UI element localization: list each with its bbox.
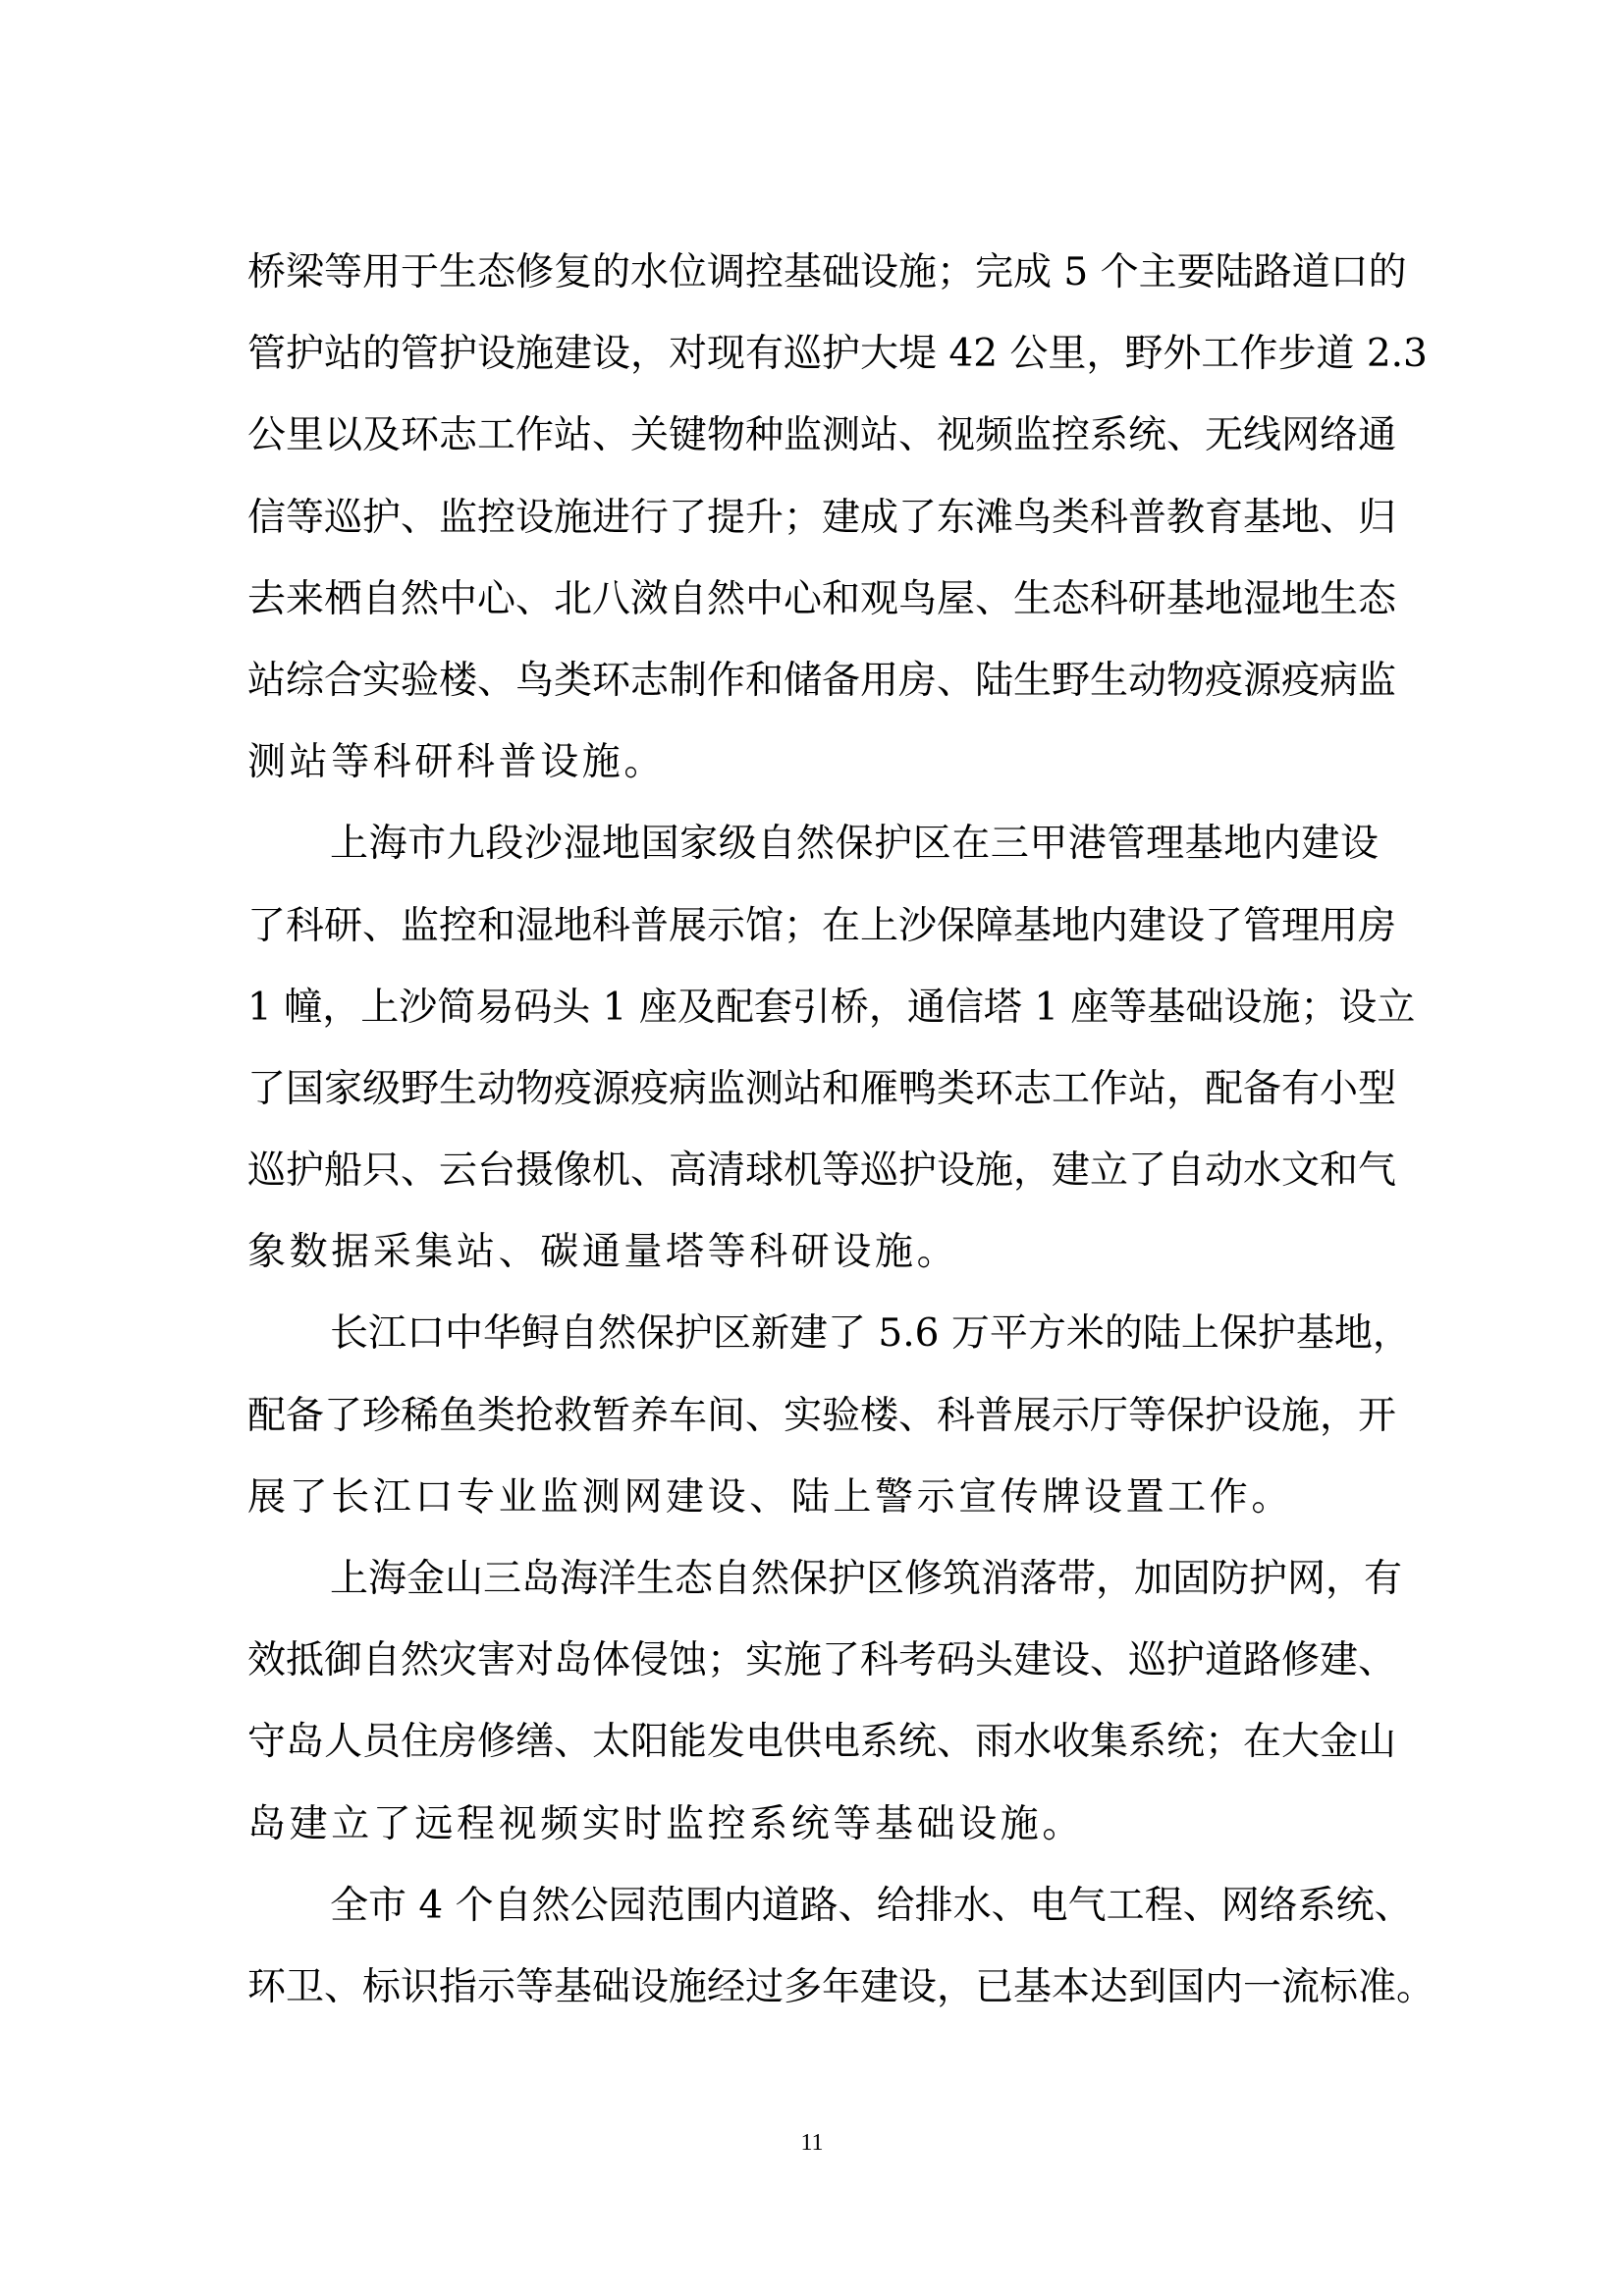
text-line: 展了长江口专业监测网建设、陆上警示宣传牌设置工作。	[247, 1474, 1294, 1520]
page-number: 11	[800, 2130, 824, 2156]
paragraph-4	[247, 1550, 1403, 1877]
text-line: 桥梁等用于生态修复的水位调控基础设施；完成 5 个主要陆路道口的	[247, 250, 1407, 294]
text-line: 公里以及环志工作站、关键物种监测站、视频监控系统、无线网络通	[247, 413, 1397, 458]
text-line: 信等巡护、监控设施进行了提升；建成了东滩鸟类科普教育基地、归	[247, 495, 1397, 540]
text-line: 巡护船只、云台摄像机、高清球机等巡护设施，建立了自动水文和气	[247, 1148, 1397, 1194]
body-text	[247, 243, 1435, 2040]
text-line: 测站等科研科普设施。	[247, 740, 667, 785]
text-line: 岛建立了远程视频实时监控系统等基础设施。	[247, 1801, 1085, 1846]
text-line: 环卫、标识指示等基础设施经过多年建设，已基本达到国内一流标准。	[247, 1964, 1435, 2009]
text-line: 上海市九段沙湿地国家级自然保护区在三甲港管理基地内建设	[330, 822, 1379, 867]
text-line: 长江口中华鲟自然保护区新建了 5.6 万平方米的陆上保护基地，	[330, 1311, 1411, 1357]
paragraph-3	[247, 1305, 1411, 1550]
paragraph-5	[247, 1877, 1435, 2040]
text-line: 守岛人员住房修缮、太阳能发电供电系统、雨水收集系统；在大金山	[247, 1720, 1397, 1765]
text-line: 管护站的管护设施建设，对现有巡护大堤 42 公里，野外工作步道 2.3	[247, 332, 1428, 377]
text-line: 全市 4 个自然公园范围内道路、给排水、电气工程、网络系统、	[330, 1883, 1413, 1928]
text-line: 了科研、监控和湿地科普展示馆；在上沙保障基地内建设了管理用房	[247, 903, 1397, 948]
text-line: 了国家级野生动物疫源疫病监测站和雁鸭类环志工作站，配备有小型	[247, 1066, 1397, 1111]
text-line: 配备了珍稀鱼类抢救暂养车间、实验楼、科普展示厅等保护设施，开	[247, 1393, 1397, 1438]
text-line: 上海金山三岛海洋生态自然保护区修筑消落带，加固防护网，有	[330, 1557, 1403, 1601]
paragraph-1	[247, 243, 1428, 815]
text-line: 象数据采集站、碳通量塔等科研设施。	[247, 1230, 959, 1275]
text-line: 1 幢，上沙简易码头 1 座及配套引桥，通信塔 1 座等基础设施；设立	[247, 985, 1416, 1030]
paragraph-2	[247, 815, 1416, 1305]
text-line: 去来栖自然中心、北八滧自然中心和观鸟屋、生态科研基地湿地生态	[247, 576, 1397, 621]
text-line: 站综合实验楼、鸟类环志制作和储备用房、陆生野生动物疫源疫病监	[247, 658, 1397, 703]
text-line: 效抵御自然灾害对岛体侵蚀；实施了科考码头建设、巡护道路修建、	[247, 1638, 1397, 1683]
